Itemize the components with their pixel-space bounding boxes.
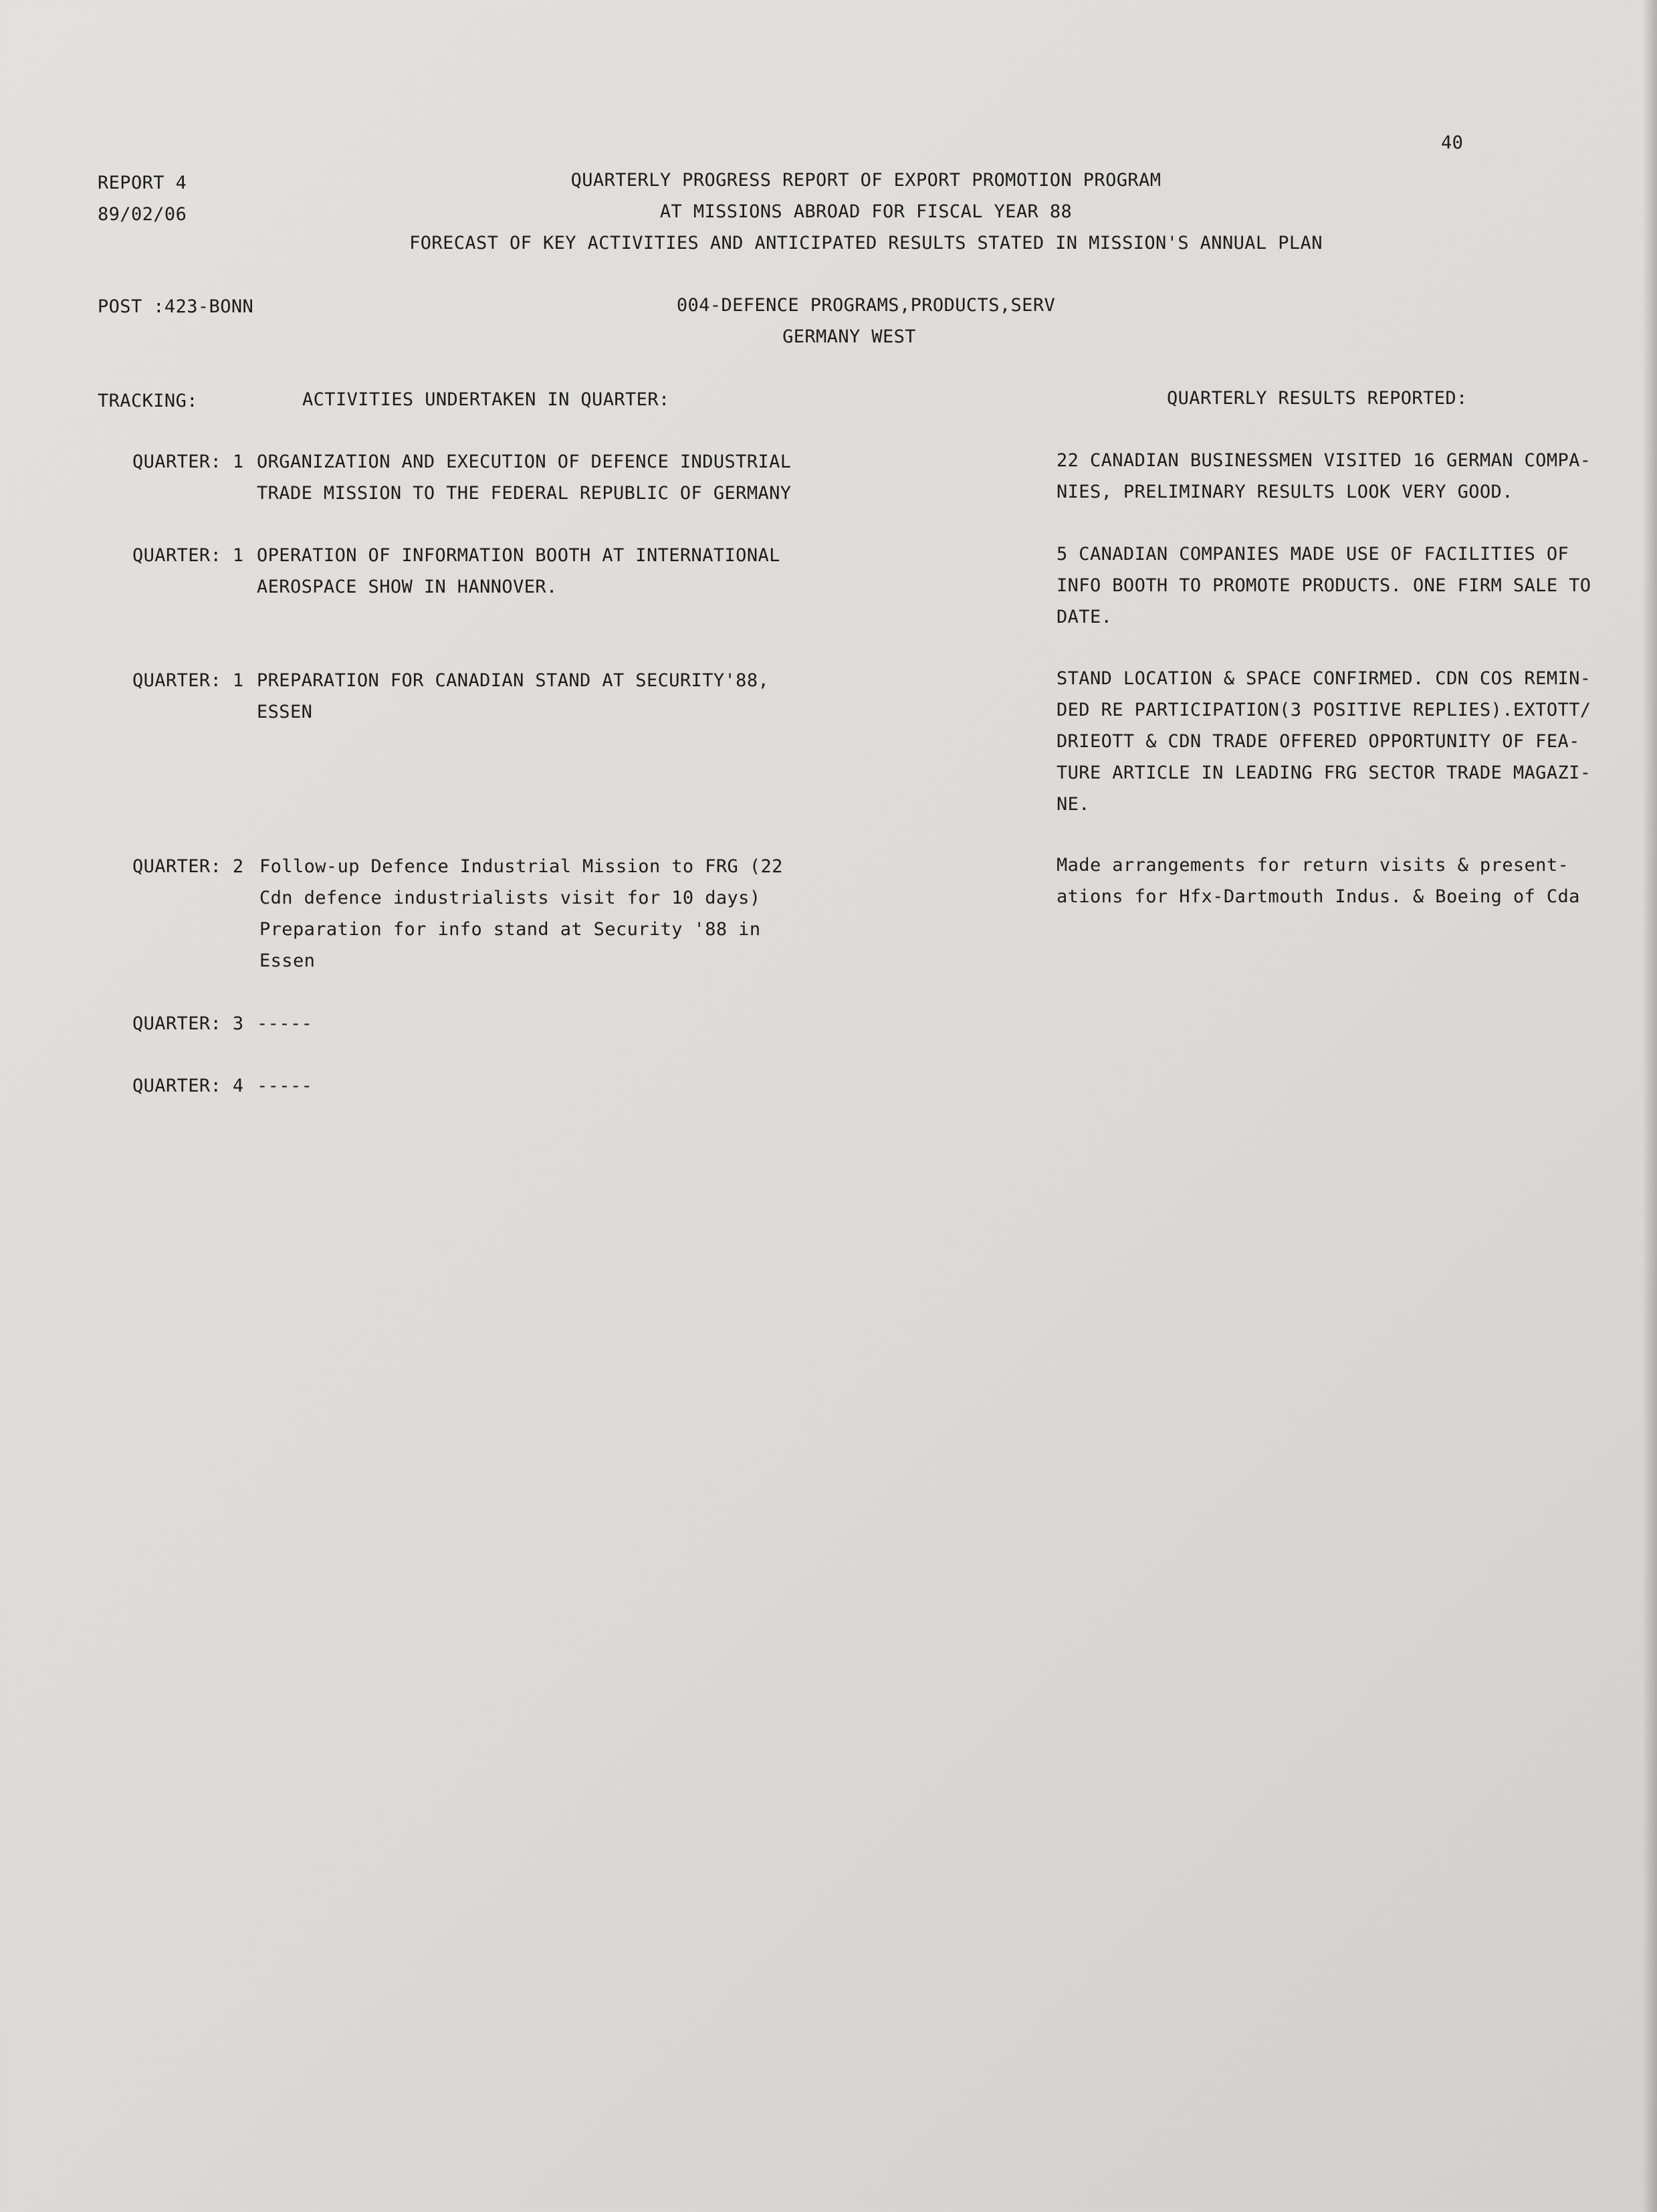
tracking-header: TRACKING: bbox=[98, 391, 198, 411]
result-line: Made arrangements for return visits & present- bbox=[1057, 855, 1569, 876]
activity-line: Preparation for info stand at Security '88 in bbox=[259, 919, 761, 940]
result-line: STAND LOCATION & SPACE CONFIRMED. CDN COS REMIN- bbox=[1057, 668, 1591, 689]
results-header: QUARTERLY RESULTS REPORTED: bbox=[1167, 388, 1468, 409]
quarter-label: QUARTER: 1 bbox=[132, 545, 244, 566]
result-line: DED RE PARTICIPATION(3 POSITIVE REPLIES).EXTOTT/ bbox=[1057, 700, 1591, 720]
activity-line: Follow-up Defence Industrial Mission to FRG (22 bbox=[259, 856, 783, 877]
quarter-label: QUARTER: 1 bbox=[132, 451, 244, 472]
report-title-line-2: AT MISSIONS ABROAD FOR FISCAL YEAR 88 bbox=[659, 201, 1073, 222]
result-line: TURE ARTICLE IN LEADING FRG SECTOR TRADE MAGAZI- bbox=[1057, 763, 1591, 783]
result-line: NIES, PRELIMINARY RESULTS LOOK VERY GOOD. bbox=[1057, 482, 1513, 502]
post-label: POST :423-BONN bbox=[98, 296, 254, 317]
page-number: 40 bbox=[1441, 132, 1464, 153]
activity-line: TRADE MISSION TO THE FEDERAL REPUBLIC OF GERMANY bbox=[257, 483, 792, 504]
activity-line: ORGANIZATION AND EXECUTION OF DEFENCE INDUSTRIAL bbox=[257, 451, 792, 472]
result-line: ations for Hfx-Dartmouth Indus. & Boeing of Cda bbox=[1057, 886, 1580, 907]
quarter-label: QUARTER: 3 bbox=[132, 1013, 244, 1034]
result-line: DATE. bbox=[1057, 607, 1113, 627]
activity-line: AEROSPACE SHOW IN HANNOVER. bbox=[257, 577, 558, 597]
result-line: INFO BOOTH TO PROMOTE PRODUCTS. ONE FIRM SALE TO bbox=[1057, 575, 1591, 596]
report-label: REPORT 4 bbox=[98, 173, 187, 193]
activity-line: ----- bbox=[257, 1076, 313, 1096]
activity-line: Cdn defence industrialists visit for 10 days) bbox=[259, 888, 761, 908]
report-title-line-3: FORECAST OF KEY ACTIVITIES AND ANTICIPATED RESULTS STATED IN MISSION'S ANNUAL PLAN bbox=[409, 233, 1323, 254]
country-name: GERMANY WEST bbox=[782, 326, 916, 347]
quarter-label: QUARTER: 1 bbox=[132, 670, 244, 691]
page-edge-shadow bbox=[1642, 0, 1657, 2212]
result-line: 5 CANADIAN COMPANIES MADE USE OF FACILITIES OF bbox=[1057, 544, 1569, 565]
activity-line: ESSEN bbox=[257, 702, 313, 722]
activity-line: Essen bbox=[259, 950, 316, 971]
program-name: 004-DEFENCE PROGRAMS,PRODUCTS,SERV bbox=[676, 295, 1056, 316]
quarter-label: QUARTER: 4 bbox=[132, 1076, 244, 1096]
activity-line: OPERATION OF INFORMATION BOOTH AT INTERNATIONAL bbox=[257, 545, 780, 566]
activity-line: PREPARATION FOR CANADIAN STAND AT SECURITY'88, bbox=[257, 670, 770, 691]
result-line: NE. bbox=[1057, 794, 1090, 815]
report-date: 89/02/06 bbox=[98, 204, 187, 225]
activity-line: ----- bbox=[257, 1013, 313, 1034]
activities-header: ACTIVITIES UNDERTAKEN IN QUARTER: bbox=[302, 389, 670, 410]
report-title-line-1: QUARTERLY PROGRESS REPORT OF EXPORT PROMOTION PROGRAM bbox=[570, 170, 1162, 191]
result-line: DRIEOTT & CDN TRADE OFFERED OPPORTUNITY OF FEA- bbox=[1057, 731, 1580, 752]
quarter-label: QUARTER: 2 bbox=[132, 856, 244, 877]
result-line: 22 CANADIAN BUSINESSMEN VISITED 16 GERMAN COMPA- bbox=[1057, 450, 1591, 471]
